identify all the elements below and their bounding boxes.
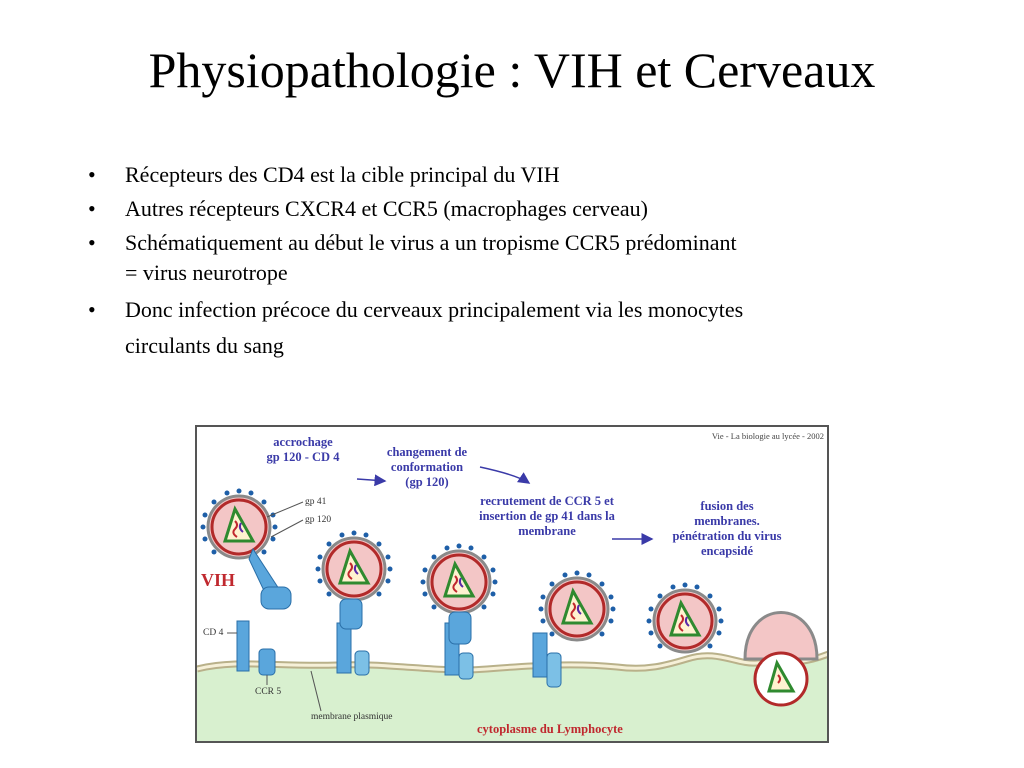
bullet-text: Autres récepteurs CXCR4 et CCR5 (macrophages cerveau)	[125, 196, 648, 221]
bullet-text-line2: circulants du sang	[125, 333, 284, 358]
slide-title: Physiopathologie : VIH et Cerveaux	[148, 42, 876, 98]
ccr5-label: CCR 5	[255, 687, 282, 697]
bullet-marker: •	[88, 196, 96, 221]
diagram-canvas	[197, 427, 829, 743]
step4-label-line2: membranes.	[694, 514, 760, 528]
step2-label-line3: (gp 120)	[405, 475, 449, 489]
bullet-text-line1: Donc infection précoce du cerveaux principalement via les monocytes	[125, 297, 744, 322]
step2-label-line1: changement de	[386, 445, 468, 459]
gp41-label: gp 41	[305, 497, 327, 507]
bullet-text-line1: Schématiquement au début le virus a un tropisme CCR5 prédominant	[125, 230, 737, 255]
step4-label-line3: pénétration du virus	[672, 529, 782, 543]
credit-text: Vie - La biologie au lycée - 2002	[711, 431, 824, 441]
cd4-label: CD 4	[203, 628, 224, 638]
bullet-item	[88, 228, 968, 288]
virus-particle-5	[647, 583, 724, 653]
gp-leader-lines	[267, 502, 303, 537]
bullet-marker: •	[88, 162, 96, 187]
arrow-step1-to-step2	[357, 479, 385, 481]
virus-particle-4	[539, 571, 616, 641]
step1-label-line1: accrochage	[273, 435, 333, 449]
step3-label-line2: insertion de gp 41 dans la	[479, 509, 615, 523]
bullet-text-line2: = virus neurotrope	[125, 260, 288, 285]
ccr5-receptor	[259, 649, 275, 675]
bullet-item	[88, 194, 968, 224]
step4-label-line4: encapsidé	[700, 544, 754, 558]
arrow-step2-to-step3	[480, 467, 529, 483]
bullet-text: Récepteurs des CD4 est la cible principal du VIH	[125, 162, 560, 187]
step1-label-line2: gp 120 - CD 4	[266, 450, 340, 464]
step4-label-line1: fusion des	[700, 499, 754, 513]
step2-label-line2: conformation	[390, 460, 464, 474]
bullet-marker: •	[88, 297, 96, 322]
membrane-label: membrane plasmique	[311, 712, 393, 722]
step3-label-line3: membrane	[518, 524, 576, 538]
step3-label-line1: recrutement de CCR 5 et	[480, 494, 614, 508]
hiv-fusion-diagram	[195, 425, 829, 743]
virus-particle-1	[201, 489, 292, 610]
vih-label: VIH	[201, 570, 236, 590]
cd4-receptor	[237, 621, 249, 671]
cytoplasm-label: cytoplasme du Lymphocyte	[477, 722, 623, 736]
bullet-item	[88, 292, 968, 364]
virus-particle-3	[421, 544, 498, 645]
bullet-list	[88, 160, 968, 372]
bullet-item	[88, 160, 968, 190]
gp120-label: gp 120	[305, 515, 332, 525]
bullet-marker: •	[88, 230, 96, 255]
virus-particle-2	[316, 531, 393, 630]
